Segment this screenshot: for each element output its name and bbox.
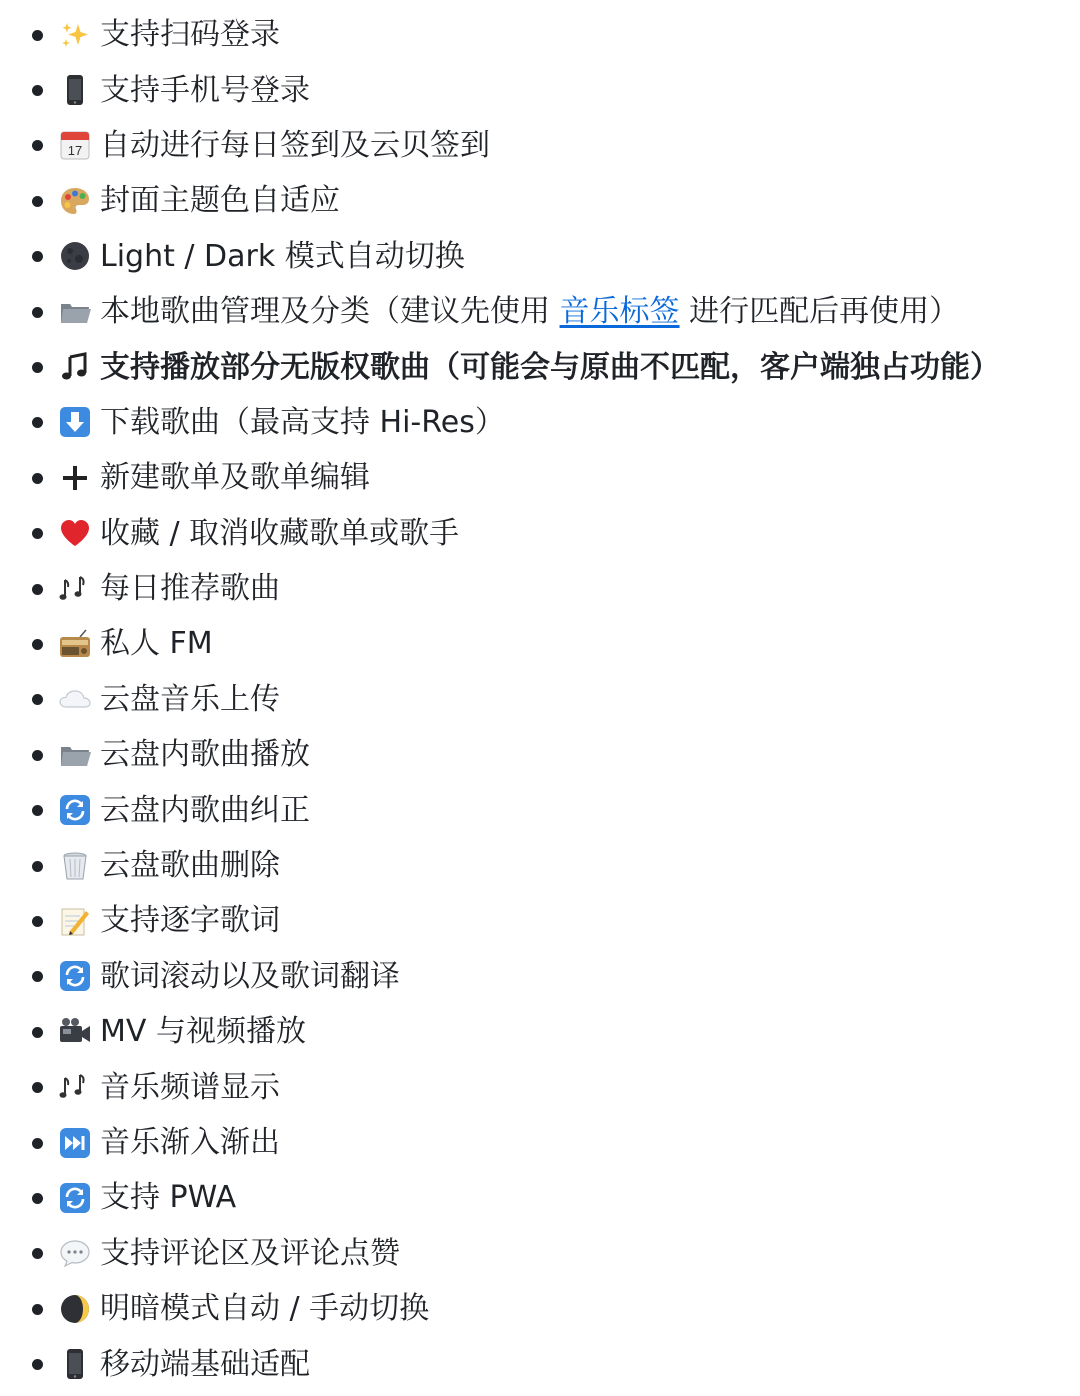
memo-icon xyxy=(58,904,92,938)
musical-notes-icon xyxy=(58,1070,92,1104)
bullet xyxy=(32,805,43,816)
heart-icon xyxy=(58,516,92,550)
list-item xyxy=(0,284,1080,339)
feature-text: Light / Dark 模式自动切换 xyxy=(100,238,465,274)
bullet xyxy=(32,750,43,761)
palette-icon xyxy=(58,184,92,218)
mobile-phone-icon xyxy=(58,73,92,107)
bullet xyxy=(32,528,43,539)
list-item xyxy=(0,229,1080,284)
musical-note-icon xyxy=(58,350,92,384)
list-item xyxy=(0,62,1080,117)
bullet xyxy=(32,140,43,151)
bullet xyxy=(32,861,43,872)
feature-text: 每日推荐歌曲 xyxy=(100,571,280,607)
feature-text: MV 与视频播放 xyxy=(100,1014,306,1050)
fast-forward-icon xyxy=(58,1126,92,1160)
crescent-moon-icon xyxy=(58,1292,92,1326)
list-item xyxy=(0,506,1080,561)
refresh-icon xyxy=(58,1181,92,1215)
feature-text: 封面主题色自适应 xyxy=(100,183,340,219)
list-item xyxy=(0,672,1080,727)
list-item xyxy=(0,1281,1080,1336)
feature-text: 收藏 / 取消收藏歌单或歌手 xyxy=(100,515,460,551)
feature-text-before: 本地歌曲管理及分类（建议先使用 xyxy=(100,294,560,330)
feature-list xyxy=(0,7,1080,1392)
mobile-phone-icon xyxy=(58,1347,92,1381)
sparkles-icon xyxy=(58,18,92,52)
feature-text: 支持 PWA xyxy=(100,1180,237,1216)
wastebasket-icon xyxy=(58,849,92,883)
list-item xyxy=(0,1336,1080,1391)
list-item xyxy=(0,727,1080,782)
feature-text: 支持扫码登录 xyxy=(100,17,280,53)
bullet xyxy=(32,694,43,705)
list-item xyxy=(0,1115,1080,1170)
list-item xyxy=(0,838,1080,893)
bullet xyxy=(32,307,43,318)
feature-text: 下载歌曲（最高支持 Hi-Res） xyxy=(100,404,505,440)
feature-text: 移动端基础适配 xyxy=(100,1346,310,1382)
calendar-icon xyxy=(58,128,92,162)
bullet xyxy=(32,639,43,650)
feature-text: 自动进行每日签到及云贝签到 xyxy=(100,127,490,163)
bullet xyxy=(32,971,43,982)
cloud-icon xyxy=(58,682,92,716)
video-camera-icon xyxy=(58,1015,92,1049)
bullet xyxy=(32,251,43,262)
radio-icon xyxy=(58,627,92,661)
feature-text-after: 进行匹配后再使用） xyxy=(679,294,960,330)
bullet xyxy=(32,473,43,484)
list-item xyxy=(0,339,1080,394)
feature-text: 支持手机号登录 xyxy=(100,72,310,108)
bullet xyxy=(32,1138,43,1149)
bullet xyxy=(32,85,43,96)
refresh-icon xyxy=(58,793,92,827)
folder-icon xyxy=(58,738,92,772)
feature-text: 支持播放部分无版权歌曲（可能会与原曲不匹配，客户端独占功能） xyxy=(100,349,1000,385)
bullet xyxy=(32,1248,43,1259)
list-item xyxy=(0,1170,1080,1225)
list-item xyxy=(0,1004,1080,1059)
new-moon-icon xyxy=(58,239,92,273)
list-item xyxy=(0,450,1080,505)
feature-text: 音乐频谱显示 xyxy=(100,1069,280,1105)
feature-text: 音乐渐入渐出 xyxy=(100,1125,280,1160)
refresh-icon xyxy=(58,959,92,993)
bullet xyxy=(32,916,43,927)
folder-icon xyxy=(58,295,92,329)
feature-text: 私人 FM xyxy=(100,626,213,662)
bullet xyxy=(32,1304,43,1315)
music-tag-link[interactable]: 音乐标签 xyxy=(559,294,680,330)
bullet xyxy=(32,1193,43,1204)
list-item xyxy=(0,1059,1080,1114)
bullet xyxy=(32,584,43,595)
feature-text: 支持评论区及评论点赞 xyxy=(100,1235,400,1271)
plus-icon xyxy=(58,461,92,495)
speech-bubble-icon xyxy=(58,1236,92,1270)
down-arrow-icon xyxy=(58,405,92,439)
musical-notes-icon xyxy=(58,572,92,606)
feature-text: 云盘歌曲删除 xyxy=(100,848,280,884)
list-item xyxy=(0,782,1080,837)
list-item xyxy=(0,1226,1080,1281)
bullet xyxy=(32,362,43,373)
feature-text: 云盘内歌曲纠正 xyxy=(100,792,310,828)
bullet xyxy=(32,1082,43,1093)
feature-text: 新建歌单及歌单编辑 xyxy=(100,460,370,496)
feature-text: 云盘音乐上传 xyxy=(100,681,280,717)
feature-text: 云盘内歌曲播放 xyxy=(100,737,310,773)
bullet xyxy=(32,1359,43,1370)
calendar-day: 17 xyxy=(67,143,83,159)
list-item xyxy=(0,173,1080,228)
list-item xyxy=(0,118,1080,173)
list-item xyxy=(0,949,1080,1004)
feature-text: 明暗模式自动 / 手动切换 xyxy=(100,1291,430,1327)
list-item xyxy=(0,893,1080,948)
list-item xyxy=(0,395,1080,450)
bullet xyxy=(32,196,43,207)
list-item xyxy=(0,561,1080,616)
feature-text xyxy=(100,284,959,339)
list-item xyxy=(0,7,1080,62)
feature-text: 歌词滚动以及歌词翻译 xyxy=(100,958,400,994)
bullet xyxy=(32,1027,43,1038)
list-item xyxy=(0,616,1080,671)
feature-text: 支持逐字歌词 xyxy=(100,903,280,939)
bullet xyxy=(32,417,43,428)
bullet xyxy=(32,30,43,41)
